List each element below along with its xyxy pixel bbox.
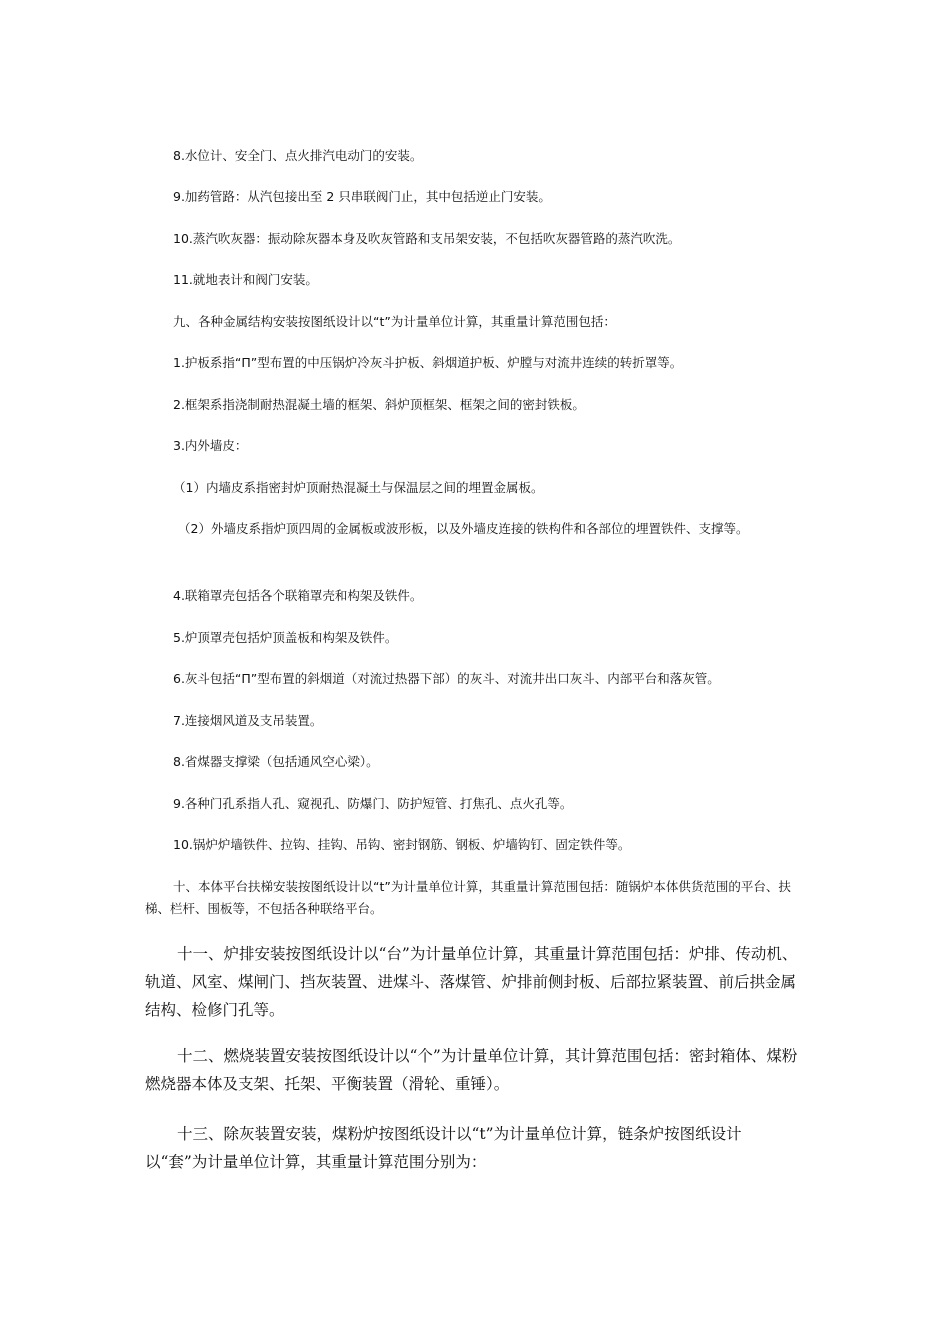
paragraph-19: 十一、炉排安装按图纸设计以“台”为计量单位计算，其重量计算范围包括：炉排、传动机、轨道、风室、煤闸门、挡灰装置、进煤斗、落煤管、炉排前侧封板、后部拉紧装置、前后拱金属结构、检修门孔等。 (145, 945, 798, 1019)
paragraph-18: 十、本体平台扶梯安装按图纸设计以“t”为计量单位计算，其重量计算范围包括：随锅炉本体供货范围的平台、扶梯、栏杆、围板等，不包括各种联络平台。 (145, 879, 791, 916)
paragraph-11: 4.联箱罩壳包括各个联箱罩壳和构架及铁件。 (173, 588, 423, 603)
paragraph-3: 10.蒸汽吹灰器：振动除灰器本身及吹灰管路和支吊架安装，不包括吹灰器管路的蒸汽吹洗。 (173, 231, 681, 246)
paragraph-2: 9.加药管路：从汽包接出至 2 只串联阀门止，其中包括逆止门安装。 (173, 189, 551, 204)
paragraph-10: （2）外墙皮系指炉顶四周的金属板或波形板，以及外墙皮连接的铁构件和各部位的埋置铁件、支撑等。 (178, 521, 749, 536)
paragraph-7: 2.框架系指浇制耐热混凝土墙的框架、斜炉顶框架、框架之间的密封铁板。 (173, 397, 585, 412)
paragraph-4: 11.就地表计和阀门安装。 (173, 272, 318, 287)
paragraph-16: 9.各种门孔系指人孔、窥视孔、防爆门、防护短管、打焦孔、点火孔等。 (173, 796, 573, 811)
paragraph-8: 3.内外墙皮： (173, 438, 248, 453)
paragraph-14: 7.连接烟风道及支吊装置。 (173, 713, 323, 728)
paragraph-15: 8.省煤器支撑梁（包括通风空心梁）。 (173, 754, 379, 769)
paragraph-5: 九、各种金属结构安装按图纸设计以“t”为计量单位计算，其重量计算范围包括： (173, 314, 616, 329)
paragraph-6: 1.护板系指“Π”型布置的中压锅炉冷灰斗护板、斜烟道护板、炉膛与对流井连续的转折罩等。 (173, 355, 683, 370)
paragraph-9: （1）内墙皮系指密封炉顶耐热混凝土与保温层之间的埋置金属板。 (173, 480, 544, 495)
paragraph-21: 十三、除灰装置安装，煤粉炉按图纸设计以“t”为计量单位计算，链条炉按图纸设计以“套”为计量单位计算，其重量计算范围分别为： (145, 1125, 742, 1171)
paragraph-20: 十二、燃烧装置安装按图纸设计以“个”为计量单位计算，其计算范围包括：密封箱体、煤粉燃烧器本体及支架、托架、平衡装置（滑轮、重锤）。 (145, 1047, 798, 1093)
paragraph-12: 5.炉顶罩壳包括炉顶盖板和构架及铁件。 (173, 630, 398, 645)
paragraph-17: 10.锅炉炉墙铁件、拉钩、挂钩、吊钩、密封钢筋、钢板、炉墙钩钉、固定铁件等。 (173, 837, 631, 852)
paragraph-1: 8.水位计、安全门、点火排汽电动门的安装。 (173, 148, 423, 163)
paragraph-13: 6.灰斗包括“Π”型布置的斜烟道（对流过热器下部）的灰斗、对流井出口灰斗、内部平台和落灰管。 (173, 671, 720, 686)
